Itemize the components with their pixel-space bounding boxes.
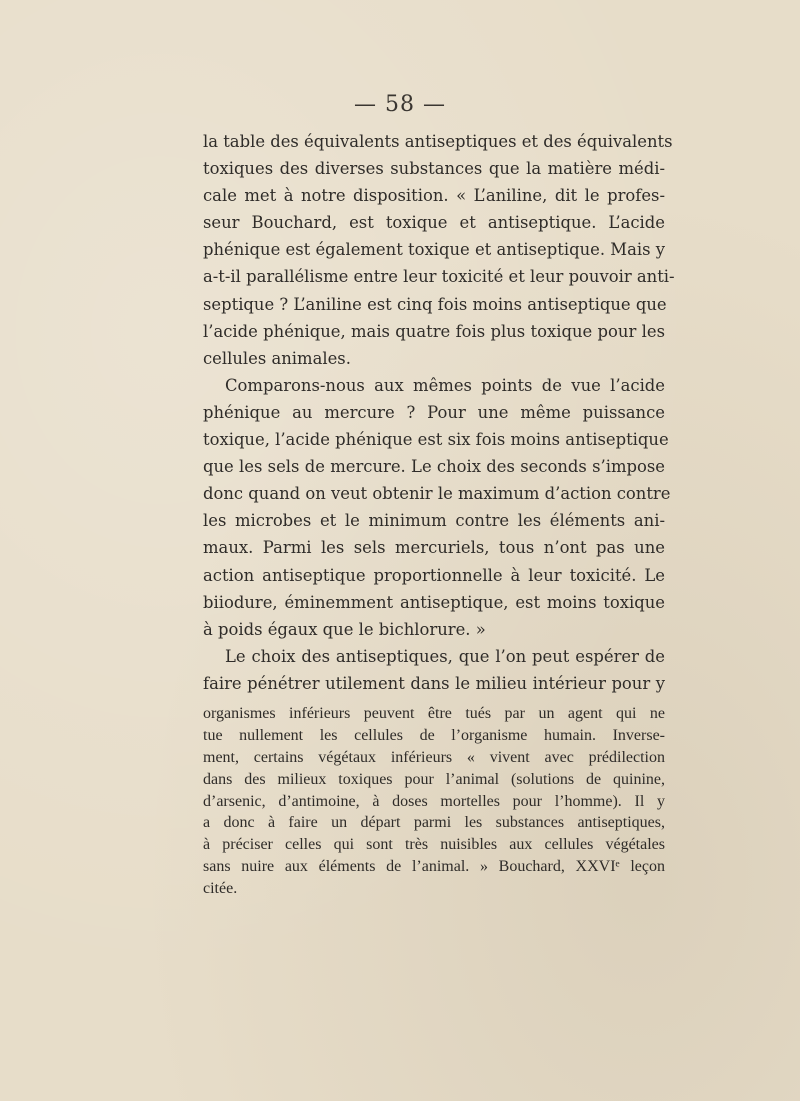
text-line: toxiques des diverses substances que la matière médi- xyxy=(203,159,665,179)
footnote-line: organismes inférieurs peuvent être tués par un agent qui ne xyxy=(203,705,665,722)
text-line: que les sels de mercure. Le choix des seconds s’impose xyxy=(203,457,665,477)
footnote-line: citée. xyxy=(203,880,238,898)
text-line: phénique est également toxique et antiseptique. Mais y xyxy=(203,240,665,260)
text-line: donc quand on veut obtenir le maximum d’action contre xyxy=(203,484,671,504)
text-line: toxique, l’acide phénique est six fois moins antiseptique xyxy=(203,430,669,450)
text-line: cellules animales. xyxy=(203,348,351,368)
footnote-block xyxy=(203,703,665,900)
text-line: cale met à notre disposition. « L’aniline, dit le profes- xyxy=(203,186,665,206)
text-line: a-t-il parallélisme entre leur toxicité et leur pouvoir anti- xyxy=(203,267,675,287)
footnote-line: tue nullement les cellules de l’organisme humain. Inverse- xyxy=(203,726,665,744)
footnote-separator xyxy=(203,667,665,691)
text-line: à poids égaux que le bichlorure. » xyxy=(203,619,486,639)
footnote-line: dans des milieux toxiques pour l’animal (solutions de quinine, xyxy=(203,770,665,788)
text-line: faire pénétrer utilement dans le milieu intérieur pour y xyxy=(203,673,665,693)
text-line: action antiseptique proportionnelle à leur toxicité. Le xyxy=(203,565,665,585)
text-line: phénique au mercure ? Pour une même puissance xyxy=(203,402,665,422)
text-line: maux. Parmi les sels mercuriels, tous n’ont pas une xyxy=(203,538,665,558)
text-line: la table des équivalents antiseptiques et des équivalents xyxy=(203,132,673,151)
text-line: biiodure, éminemment antiseptique, est moins toxique xyxy=(203,592,665,612)
page-number: — 58 — xyxy=(354,92,446,117)
footnote-line: a donc à faire un départ parmi les substances antiseptiques, xyxy=(203,814,665,832)
text-line: seur Bouchard, est toxique et antiseptique. L’acide xyxy=(203,213,665,233)
text-line: Le choix des antiseptiques, que l’on peut espérer de xyxy=(225,646,665,666)
text-line: Comparons-nous aux mêmes points de vue l’acide xyxy=(225,375,665,395)
text-line: septique ? L’aniline est cinq fois moins antiseptique que xyxy=(203,294,667,314)
footnote-line: à préciser celles qui sont très nuisibles aux cellules végétales xyxy=(203,836,665,854)
main-text-block xyxy=(203,128,675,697)
footnote-line: ment, certains végétaux inférieurs « vivent avec prédilection xyxy=(203,748,665,766)
footnote-line: sans nuire aux éléments de l’animal. » Bouchard, XXVIᵉ leçon xyxy=(203,858,665,876)
text-line: les microbes et le minimum contre les éléments ani- xyxy=(203,511,665,531)
footnote-line: d’arsenic, d’antimoine, à doses mortelles pour l’homme). Il y xyxy=(203,792,665,810)
text-line: l’acide phénique, mais quatre fois plus toxique pour les xyxy=(203,321,665,341)
